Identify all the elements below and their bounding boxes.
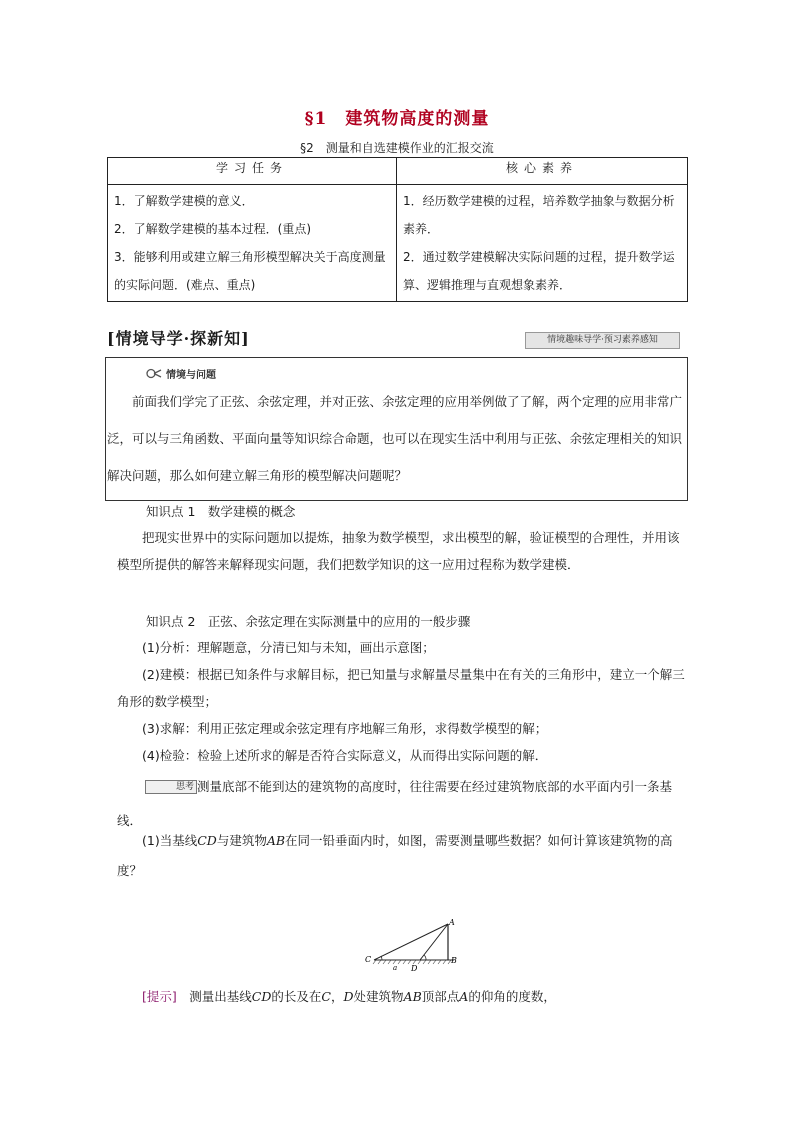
hint-text: 测量出基线: [189, 989, 252, 1004]
q1-text: 在同一铅垂面内时，如图，需要测量哪些数据？如何计算该建筑物的高度？: [117, 833, 673, 878]
q1-text: (1)当基线: [142, 833, 198, 848]
hint-var: CD: [251, 989, 272, 1004]
step-analysis: (1)分析：理解题意，分清已知与未知，画出示意图；: [142, 640, 435, 655]
learning-tasks-cell: [108, 185, 397, 302]
literacy-item: 1．经历数学建模的过程，培养数学抽象与数据分析素养．: [403, 194, 675, 236]
label-c: C: [365, 955, 372, 964]
literacy-item: 2．通过数学建模解决实际问题的过程，提升数学运算、逻辑推理与直观想象素养．: [403, 250, 675, 292]
page-title: §1 建筑物高度的测量: [304, 109, 490, 129]
label-b: B: [451, 956, 457, 965]
kp2-title: 知识点 2 正弦、余弦定理在实际测量中的应用的一般步骤: [146, 614, 471, 629]
hint-text: 处建筑物: [353, 989, 404, 1004]
step-checking: (4)检验：检验上述所求的解是否符合实际意义，从而得出实际问题的解．: [142, 748, 548, 763]
angle-d-arc: [424, 955, 426, 960]
goals-table: [107, 157, 688, 302]
kp1-title: 知识点 1 数学建模的概念: [146, 504, 296, 519]
task-item: 1．了解数学建模的意义．: [114, 194, 254, 208]
hint-var: C: [321, 989, 331, 1004]
think-badge: 思考: [145, 780, 197, 794]
hint-text: 的长及在: [271, 989, 322, 1004]
hint-text: 顶部点: [421, 989, 460, 1004]
q1-var-cd: CD: [197, 833, 217, 848]
step-solving: (3)求解：利用正弦定理或余弦定理有序地解三角形，求得数学模型的解；: [142, 721, 548, 736]
goals-table-body-row: [108, 185, 688, 302]
sightline-d: [420, 924, 448, 960]
core-literacy-cell: [397, 185, 688, 302]
step-modeling: (2)建模：根据已知条件与求解目标，把已知量与求解量尽量集中在有关的三角形中，建立一个解三角形的数学模型；: [117, 667, 685, 709]
label-a: A: [449, 918, 455, 927]
question-1: [117, 826, 685, 886]
hint-paragraph: [117, 984, 685, 1010]
q1-var-ab: AB: [266, 833, 286, 848]
scenario-label-text: 情境与问题: [166, 370, 216, 381]
hint-text: 的仰角的度数，: [468, 989, 556, 1004]
hint-var: D: [343, 989, 354, 1004]
q1-text: 与建筑物: [216, 833, 267, 848]
header-core-literacy: 核心素养: [397, 158, 688, 185]
think-text: 测量底部不能到达的建筑物的高度时，往往需要在经过建筑物底部的水平面内引一条基线．: [117, 779, 673, 828]
scenario-icon: [146, 368, 162, 379]
section-tag: 情境趣味导学·预习素养感知: [525, 332, 680, 349]
task-item: 2．了解数学建模的基本过程．(重点): [114, 222, 311, 236]
section-heading: [情境导学·探新知]: [107, 329, 250, 348]
kp2-steps: [117, 634, 685, 769]
goals-table-header-row: [108, 158, 688, 185]
label-a-length: a: [393, 964, 398, 972]
kp1-text: 把现实世界中的实际问题加以提炼，抽象为数学模型，求出模型的解，验证模型的合理性，并用该模型所提供的解答来解释现实问题，我们把数学知识的这一应用过程称为数学建模．: [117, 530, 680, 572]
label-d: D: [411, 964, 418, 973]
hint-var: A: [459, 989, 469, 1004]
sightline-c: [374, 924, 448, 960]
header-learning-tasks: 学习任务: [108, 158, 397, 185]
page-subtitle: §2 测量和自选建模作业的汇报交流: [300, 141, 494, 155]
hint-label: [提示]: [142, 989, 177, 1004]
measurement-figure: [360, 915, 470, 975]
task-item: 3．能够利用或建立解三角形模型解决关于高度测量的实际问题．(难点、重点): [114, 250, 386, 292]
scenario-text: 前面我们学完了正弦、余弦定理，并对正弦、余弦定理的应用举例做了了解，两个定理的应用非常广泛，可以与三角函数、平面向量等知识综合命题，也可以在现实生活中利用与正弦、余弦定理相关的知识解决问题，那么如何建立解三角形的模型解决问题呢？: [107, 394, 683, 483]
hint-var: AB: [403, 989, 422, 1004]
scenario-label: [146, 366, 216, 381]
hint-text: ，: [330, 989, 344, 1004]
